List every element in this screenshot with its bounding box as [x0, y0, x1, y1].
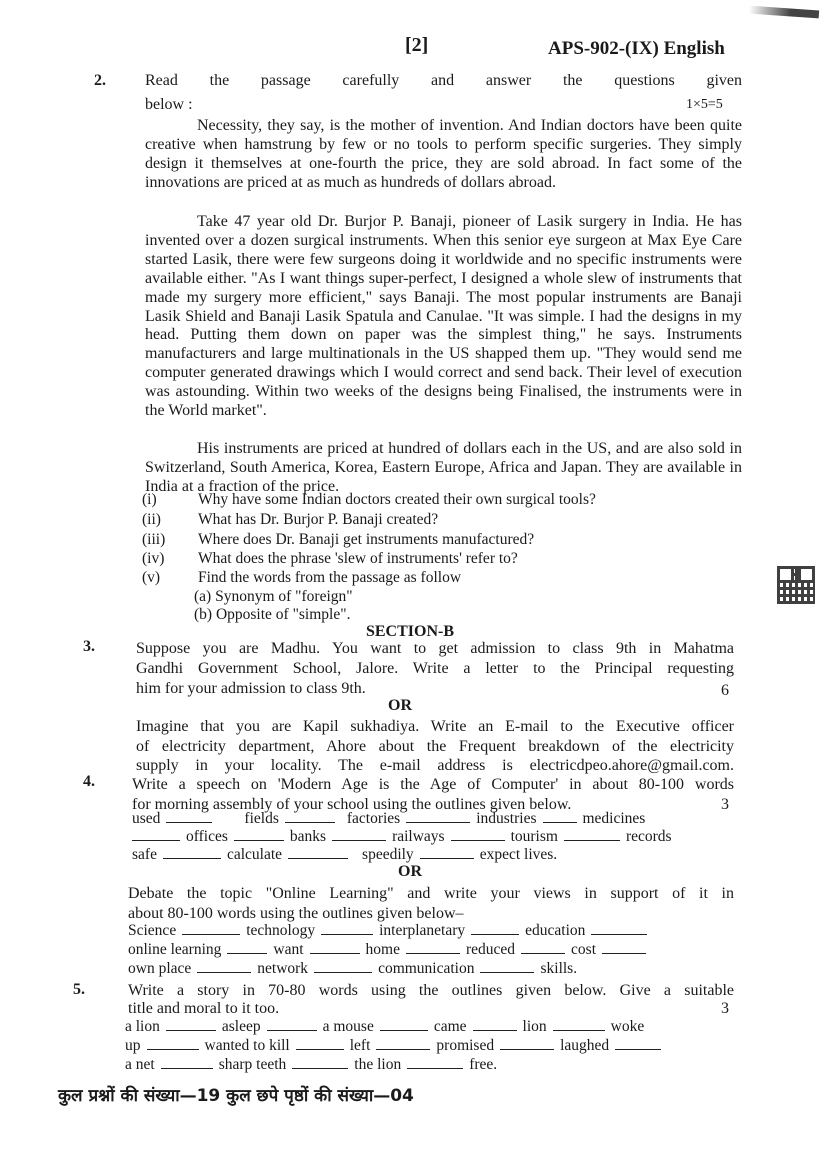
outline-word: a net	[125, 1056, 155, 1073]
q4-alt-outline-row-2	[128, 941, 652, 959]
fill-blank	[420, 846, 474, 859]
fill-blank	[267, 1018, 317, 1031]
fill-blank	[314, 960, 372, 973]
outline-word: records	[625, 828, 672, 845]
outline-word: lion	[522, 1018, 547, 1035]
outline-word: communication	[378, 960, 475, 977]
fill-blank	[288, 846, 348, 859]
fill-blank	[480, 960, 534, 973]
outline-word: tourism	[510, 828, 558, 845]
q3-marks: 6	[721, 682, 729, 699]
outline-word: up	[125, 1037, 141, 1054]
q3-alt-line1: Imagine that you are Kapil sukhadiya. Write an E-mail to the Executive officer	[136, 718, 734, 735]
q3-line1: Suppose you are Madhu. You want to get admission to class 9th in Mahatma	[136, 640, 734, 657]
fill-blank	[132, 828, 180, 841]
outline-word: want	[273, 941, 304, 958]
q2-question-no: (iii)	[142, 531, 166, 548]
outline-word: Science	[128, 922, 177, 939]
fill-blank	[473, 1018, 517, 1031]
fill-blank	[166, 1018, 216, 1031]
scan-mark	[749, 6, 819, 19]
fill-blank	[407, 1056, 463, 1069]
outline-word: industries	[476, 810, 537, 827]
fill-blank	[380, 1018, 428, 1031]
fill-blank	[500, 1037, 554, 1050]
fill-blank	[161, 1056, 213, 1069]
outline-word: left	[349, 1037, 371, 1054]
fill-blank	[166, 810, 212, 823]
fill-blank	[285, 810, 335, 823]
q4-marks: 3	[721, 796, 729, 813]
q2-question-4	[142, 550, 518, 568]
q2-question-1	[142, 491, 596, 509]
q4-or: OR	[398, 863, 422, 880]
q3-alt-line2: of electricity department, Ahore about the Frequent breakdown of the electricity	[136, 738, 734, 755]
q2-instruction-line2: below :	[145, 96, 193, 113]
outline-word: a mouse	[322, 1018, 374, 1035]
fill-blank	[471, 922, 519, 935]
q4-outline-row-3	[132, 846, 557, 864]
page-footer: कुल प्रश्नों की संख्या—19 कुल छपे पृष्ठों की संख्या—04	[58, 1086, 414, 1106]
outline-word: laughed	[560, 1037, 610, 1054]
outline-word: medicines	[582, 810, 646, 827]
q2-question-no: (iv)	[142, 550, 165, 567]
q4-alt-line1: Debate the topic "Online Learning" and write your views in support of it in	[128, 885, 734, 902]
fill-blank	[182, 922, 240, 935]
outline-word: a lion	[125, 1018, 160, 1035]
outline-word: expect lives.	[479, 846, 558, 863]
outline-word: woke	[610, 1018, 645, 1035]
q4-line2: for morning assembly of your school using the outlines given below.	[132, 796, 572, 813]
q2-question-text: What has Dr. Burjor P. Banaji created?	[198, 511, 439, 528]
fill-blank	[564, 828, 620, 841]
outline-word: banks	[289, 828, 327, 845]
outline-word: railways	[392, 828, 445, 845]
outline-word: promised	[436, 1037, 495, 1054]
q2-number: 2.	[94, 72, 106, 89]
q5-line1: Write a story in 70-80 words using the outlines given below. Give a suitable	[128, 982, 734, 999]
section-b-heading: SECTION-B	[365, 623, 455, 640]
paper-code: APS-902-(IX) English	[548, 38, 725, 59]
outline-word: came	[433, 1018, 467, 1035]
q4-alt-line2: about 80-100 words using the outlines given below–	[128, 905, 464, 922]
q2-sub-a: (a) Synonym of "foreign"	[194, 588, 353, 605]
q5-outline-row-1	[125, 1018, 644, 1036]
q2-paragraph-2: Take 47 year old Dr. Burjor P. Banaji, pioneer of Lasik surgery in India. He has invented over a dozen surgical instruments. When this senior eye surgeon at Max Eye Care started Lasik, there were few surgeons doing it worldwide and no specific instruments were available either. "As I want things super-perfect, I designed a whole slew of instruments that made my surgery more efficient," says Banaji. The most popular instruments are Banaji Lasik Shield and Banaji Lasik Spatula and Canulae. "It was simple. I had the designs in my head. Putting them down on paper was the simplest thing," he says. Instruments manufacturers and large multinationals in the US shapped them up. "They would send me computer generated drawings which I would correct and send back. Their level of execution was astounding. Within two weeks of the designs being Finalised, the instruments were in the World market".	[145, 213, 742, 420]
outline-word: skills.	[540, 960, 578, 977]
outline-word: free.	[469, 1056, 498, 1073]
q2-paragraph-3: His instruments are priced at hundred of dollars each in the US, and are also sold in Switzerland, South America, Korea, Eastern Europe, Africa and Japan. They are available in India at a fraction of the price.	[145, 440, 742, 495]
fill-blank	[406, 941, 460, 954]
outline-word: calculate	[226, 846, 283, 863]
q3-line2: Gandhi Government School, Jalore. Write a letter to the Principal requesting	[136, 660, 734, 677]
outline-word: education	[525, 922, 586, 939]
outline-word: network	[257, 960, 309, 977]
q2-question-2	[142, 511, 438, 529]
q4-outline-row-1	[132, 810, 645, 828]
outline-word: the lion	[354, 1056, 402, 1073]
qr-code-icon	[777, 566, 815, 604]
fill-blank	[234, 828, 284, 841]
q3-or: OR	[388, 697, 412, 714]
q2-question-5	[142, 569, 461, 587]
q5-marks: 3	[721, 1000, 729, 1017]
fill-blank	[332, 828, 386, 841]
outline-word: offices	[186, 828, 228, 845]
outline-word: used	[132, 810, 161, 827]
fill-blank	[310, 941, 360, 954]
fill-blank	[292, 1056, 348, 1069]
outline-word: interplanetary	[379, 922, 466, 939]
outline-word: online learning	[128, 941, 222, 958]
q2-question-text: Where does Dr. Banaji get instruments manufactured?	[198, 531, 535, 548]
fill-blank	[163, 846, 221, 859]
q3-alt-line3: supply in your locality. The e-mail address is electricdpeo.ahore@gmail.com.	[136, 757, 734, 774]
outline-word: reduced	[465, 941, 516, 958]
q2-instruction-line1: Read the passage carefully and answer the questions given	[145, 72, 742, 89]
fill-blank	[376, 1037, 430, 1050]
q5-line2: title and moral to it too.	[128, 1000, 280, 1017]
q4-outline-row-2	[132, 828, 672, 846]
q2-question-no: (i)	[142, 491, 157, 508]
q2-question-no: (ii)	[142, 511, 161, 528]
q5-outline-row-2	[125, 1037, 667, 1055]
outline-word: speedily	[362, 846, 414, 863]
q2-question-text: Find the words from the passage as follow	[198, 569, 462, 586]
outline-word: cost	[571, 941, 597, 958]
outline-word: technology	[246, 922, 316, 939]
fill-blank	[147, 1037, 199, 1050]
q2-sub-b: (b) Opposite of "simple".	[194, 606, 351, 623]
outline-word: own place	[128, 960, 192, 977]
fill-blank	[543, 810, 577, 823]
q5-number: 5.	[73, 981, 85, 998]
outline-word: fields	[244, 810, 279, 827]
q5-outline-row-3	[125, 1056, 497, 1074]
fill-blank	[591, 922, 647, 935]
q4-alt-outline-row-1	[128, 922, 653, 940]
q4-line1: Write a speech on 'Modern Age is the Age of Computer' in about 80-100 words	[132, 776, 734, 793]
fill-blank	[406, 810, 470, 823]
fill-blank	[197, 960, 251, 973]
outline-word: safe	[132, 846, 157, 863]
outline-word: factories	[346, 810, 401, 827]
q2-question-3	[142, 531, 534, 549]
fill-blank	[227, 941, 267, 954]
q2-marks: 1×5=5	[686, 97, 723, 112]
q3-line3: him for your admission to class 9th.	[136, 680, 366, 697]
q2-question-no: (v)	[142, 569, 161, 586]
outline-word: wanted to kill	[204, 1037, 290, 1054]
q2-paragraph-1: Necessity, they say, is the mother of invention. And Indian doctors have been quite creative when hamstrung by few or no tools to perform specific surgeries. They simply design it themselves at one-fourth the price, they are sold abroad. In fact some of the innovations are priced at as much as hundreds of dollars abroad.	[145, 117, 742, 191]
fill-blank	[553, 1018, 605, 1031]
fill-blank	[615, 1037, 661, 1050]
q2-question-text: What does the phrase 'slew of instruments' refer to?	[198, 550, 518, 567]
fill-blank	[602, 941, 646, 954]
outline-word: asleep	[221, 1018, 261, 1035]
outline-word: home	[365, 941, 400, 958]
page-number: [2]	[405, 34, 429, 56]
q4-number: 4.	[83, 773, 95, 790]
q4-alt-outline-row-3	[128, 960, 577, 978]
fill-blank	[451, 828, 505, 841]
fill-blank	[296, 1037, 344, 1050]
q2-question-text: Why have some Indian doctors created their own surgical tools?	[198, 491, 596, 508]
page-header	[0, 34, 827, 58]
fill-blank	[321, 922, 373, 935]
fill-blank	[521, 941, 565, 954]
outline-word: sharp teeth	[218, 1056, 287, 1073]
q3-number: 3.	[83, 638, 95, 655]
